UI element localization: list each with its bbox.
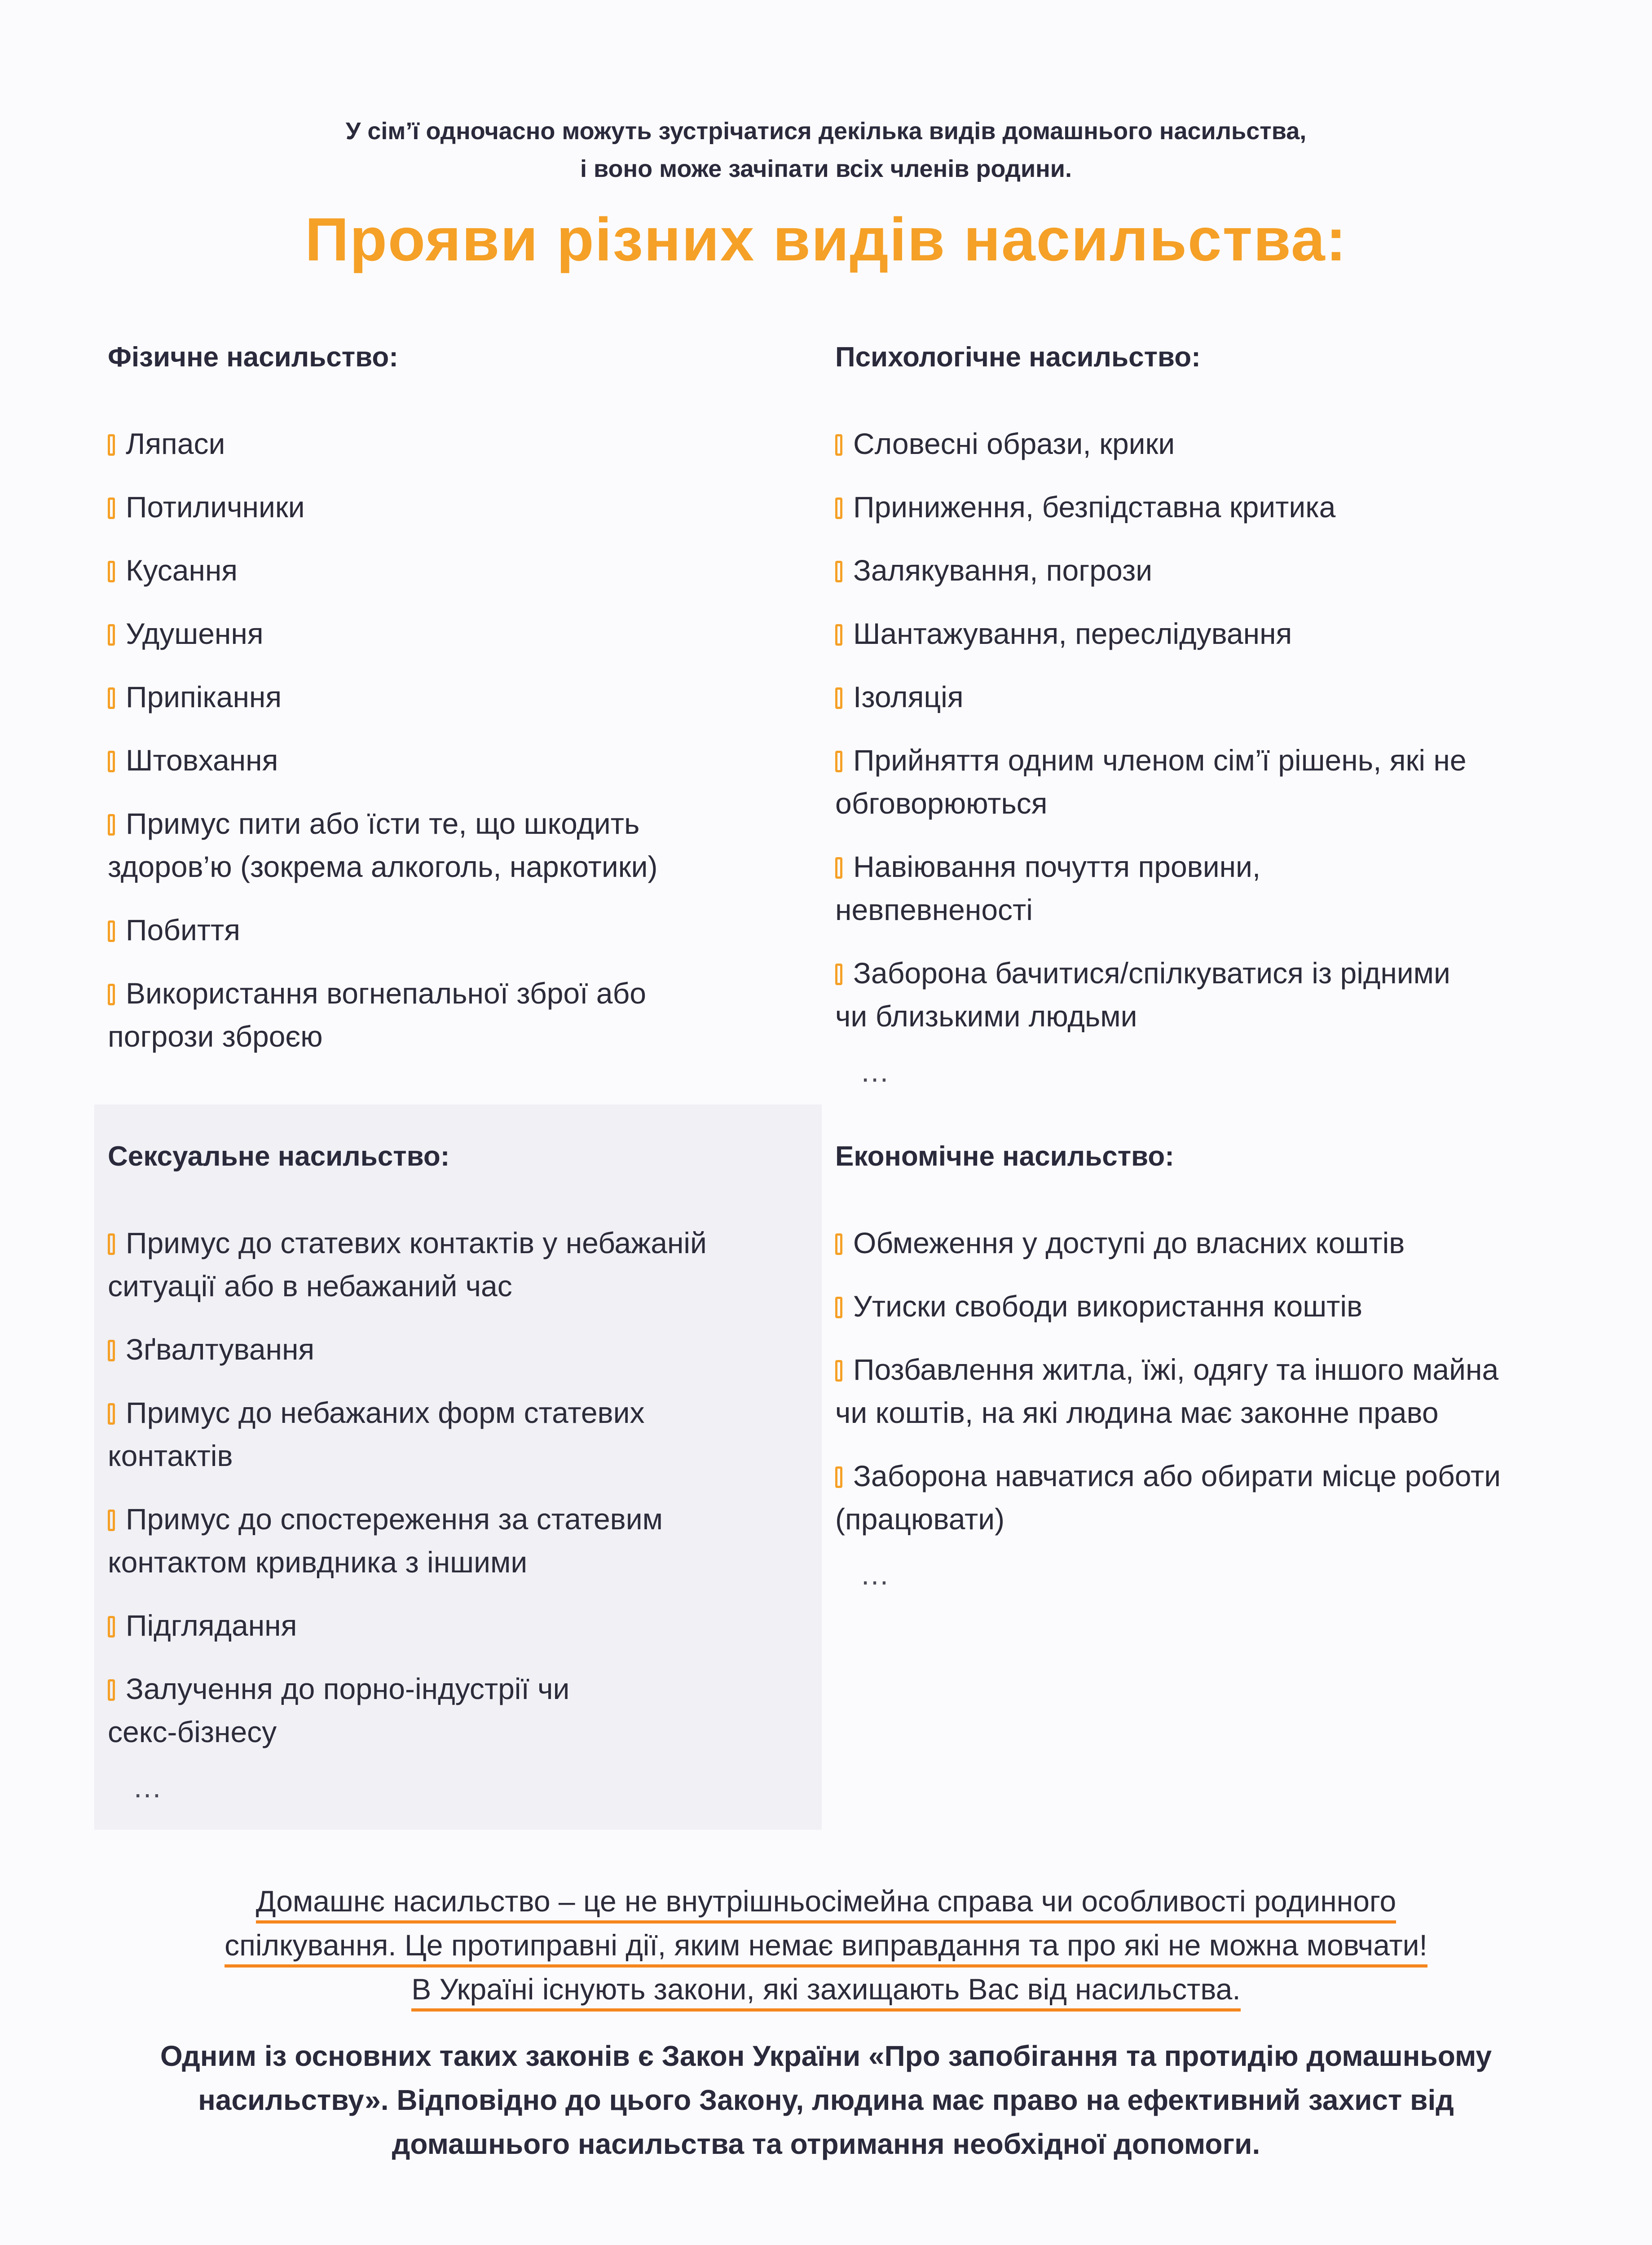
- section-psychological: [835, 341, 1536, 1088]
- list-item: Штовхання: [108, 739, 808, 782]
- section-heading: Економічне насильство:: [835, 1141, 1174, 1172]
- bullet-icon: [835, 751, 842, 772]
- intro-line-1: У сім’ї одночасно можуть зустрічатися декілька видів домашнього насильства,: [345, 118, 1307, 145]
- bullet-icon: [835, 561, 842, 582]
- list-item: Ізоляція: [835, 675, 1536, 718]
- list-item: Використання вогнепальної зброї або погрози зброєю: [108, 977, 646, 1053]
- law-text: [0, 2034, 1652, 2166]
- bullet-icon: [108, 1403, 115, 1425]
- list-item: Навіювання почуття провини, невпевненості: [835, 850, 1261, 926]
- section-heading: Сексуальне насильство:: [108, 1141, 450, 1172]
- bullet-icon: [108, 1233, 115, 1255]
- bullet-icon: [835, 1360, 842, 1382]
- bullet-icon: [108, 751, 115, 772]
- list-item: Примус до статевих контактів у небажаній ситуації або в небажаний час: [108, 1226, 707, 1303]
- intro-text: [0, 112, 1652, 188]
- list-item: Утиски свободи використання коштів: [835, 1285, 1536, 1328]
- bullet-icon: [835, 497, 842, 519]
- bullet-icon: [835, 857, 842, 879]
- list-item: Заборона бачитися/спілкуватися із рідними чи близькими людьми: [835, 956, 1450, 1033]
- list-item: Залучення до порно-індустрії чи секс-бізнесу: [108, 1672, 570, 1748]
- more-ellipsis: …: [860, 1558, 890, 1591]
- section-sexual: [108, 1140, 808, 1804]
- bullet-icon: [108, 1679, 115, 1701]
- list-item: Ляпаси: [108, 422, 808, 465]
- warning-text: [0, 1879, 1652, 2011]
- more-ellipsis: …: [132, 1770, 162, 1804]
- bullet-icon: [835, 1297, 842, 1318]
- list-item: Приниження, безпідставна критика: [835, 485, 1536, 528]
- page-title: Прояви різних видів насильства:: [305, 205, 1347, 273]
- bullet-icon: [108, 814, 115, 836]
- bullet-icon: [835, 1466, 842, 1488]
- list-item: Примус пити або їсти те, що шкодить здоров’ю (зокрема алкоголь, наркотики): [108, 807, 658, 883]
- bullet-icon: [108, 1510, 115, 1531]
- more-ellipsis: …: [860, 1055, 890, 1088]
- list-item: Зґвалтування: [108, 1328, 808, 1371]
- bullet-icon: [835, 964, 842, 985]
- bullet-icon: [835, 624, 842, 646]
- section-heading: Фізичне насильство:: [108, 342, 398, 373]
- bullet-icon: [835, 434, 842, 456]
- bullet-icon: [108, 624, 115, 646]
- list-item: Заборона навчатися або обирати місце роботи (працювати): [835, 1459, 1501, 1536]
- list-item: Примус до небажаних форм статевих контактів: [108, 1396, 645, 1472]
- law-line-1: Одним із основних таких законів є Закон України «Про запобігання та протидію домашньому: [160, 2040, 1492, 2072]
- warning-line-3: В Україні існують закони, які захищають Вас від насильства.: [411, 1972, 1240, 2012]
- bullet-icon: [108, 920, 115, 942]
- section-physical: [108, 341, 808, 1078]
- list-item: Підглядання: [108, 1604, 808, 1647]
- list-item: Кусання: [108, 549, 808, 592]
- list-item: Шантажування, переслідування: [835, 612, 1536, 655]
- list-item: Побиття: [108, 908, 808, 951]
- list-item: Позбавлення житла, їжі, одягу та іншого майна чи коштів, на які людина має законне право: [835, 1353, 1499, 1429]
- bullet-icon: [108, 497, 115, 519]
- law-line-2: насильству». Відповідно до цього Закону, людина має право на ефективний захист від: [198, 2084, 1454, 2116]
- bullet-icon: [835, 687, 842, 709]
- bullet-icon: [835, 1233, 842, 1255]
- law-line-3: домашнього насильства та отримання необхідної допомоги.: [392, 2128, 1260, 2160]
- bullet-icon: [108, 434, 115, 456]
- bullet-icon: [108, 687, 115, 709]
- section-economic: [835, 1140, 1536, 1591]
- list-item: Припікання: [108, 675, 808, 718]
- bullet-icon: [108, 1616, 115, 1638]
- warning-line-1: Домашнє насильство – це не внутрішньосімейна справа чи особливості родинного: [256, 1884, 1396, 1924]
- bullet-icon: [108, 984, 115, 1005]
- list-item: Прийняття одним членом сім’ї рішень, які не обговорюються: [835, 744, 1467, 820]
- list-item: Словесні образи, крики: [835, 422, 1536, 465]
- list-item: Залякування, погрози: [835, 549, 1536, 592]
- list-item: Удушення: [108, 612, 808, 655]
- intro-line-2: і воно може зачіпати всіх членів родини.: [580, 155, 1072, 182]
- list-item: Потиличники: [108, 485, 808, 528]
- section-heading: Психологічне насильство:: [835, 342, 1201, 373]
- bullet-icon: [108, 1340, 115, 1361]
- list-item: Обмеження у доступі до власних коштів: [835, 1221, 1536, 1264]
- list-item: Примус до спостереження за статевим контактом кривдника з іншими: [108, 1502, 663, 1579]
- warning-line-2: спілкування. Це протиправні дії, яким немає виправдання та про які не можна мовчати!: [225, 1928, 1427, 1968]
- bullet-icon: [108, 561, 115, 582]
